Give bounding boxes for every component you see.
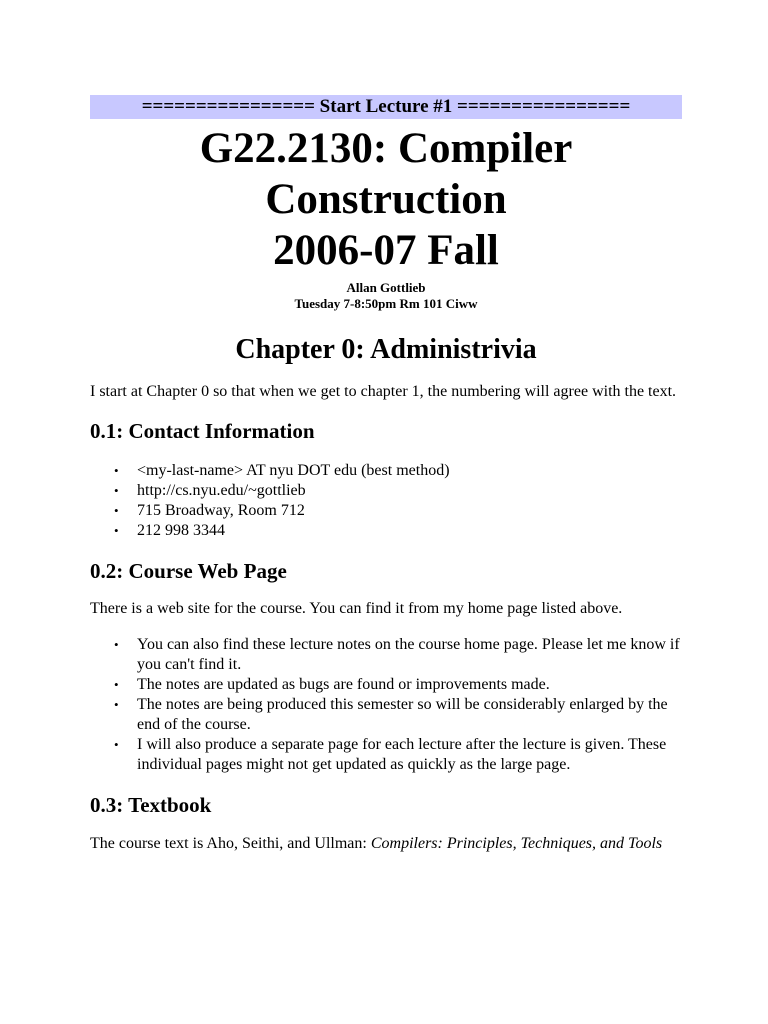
list-item: • The notes are being produced this semester so will be considerably enlarged by the end of the course. (90, 695, 682, 735)
section-heading-web-page: 0.2: Course Web Page (90, 559, 287, 583)
lecture-start-banner: ================ Start Lecture #1 ================ (90, 95, 682, 119)
author-name: Allan Gottlieb (346, 280, 426, 295)
list-item: • <my-last-name> AT nyu DOT edu (best method) (90, 461, 682, 481)
list-item: • I will also produce a separate page for each lecture after the lecture is given. These individual pages might not get updated as quickly as the large page. (90, 735, 682, 775)
list-item: • 212 998 3344 (90, 521, 682, 541)
list-item: • You can also find these lecture notes on the course home page. Please let me know if you can't find it. (90, 635, 682, 675)
class-schedule: Tuesday 7-8:50pm Rm 101 Ciww (294, 296, 478, 311)
course-title-line: Construction (265, 176, 507, 223)
course-title-line: 2006-07 Fall (273, 227, 499, 274)
list-item: • The notes are updated as bugs are found or improvements made. (90, 675, 682, 695)
web-page-list (90, 635, 682, 775)
textbook-title: Compilers: Principles, Techniques, and Tools (370, 835, 663, 852)
list-item: • 715 Broadway, Room 712 (90, 501, 682, 521)
chapter-title: Chapter 0: Administrivia (235, 334, 537, 365)
lecture-notes-page (90, 95, 682, 854)
course-title-line: G22.2130: Compiler (199, 125, 573, 172)
list-item: • http://cs.nyu.edu/~gottlieb (90, 481, 682, 501)
section-heading-contact: 0.1: Contact Information (90, 419, 315, 443)
section-heading-textbook: 0.3: Textbook (90, 793, 212, 817)
textbook-paragraph (90, 834, 682, 854)
web-page-paragraph: There is a web site for the course. You can find it from my home page listed above. (90, 600, 623, 617)
course-title (90, 123, 682, 276)
textbook-text: The course text is Aho, Seithi, and Ullman: (90, 835, 371, 852)
contact-list (90, 461, 682, 541)
intro-paragraph: I start at Chapter 0 so that when we get to chapter 1, the numbering will agree with the text. (90, 383, 677, 400)
